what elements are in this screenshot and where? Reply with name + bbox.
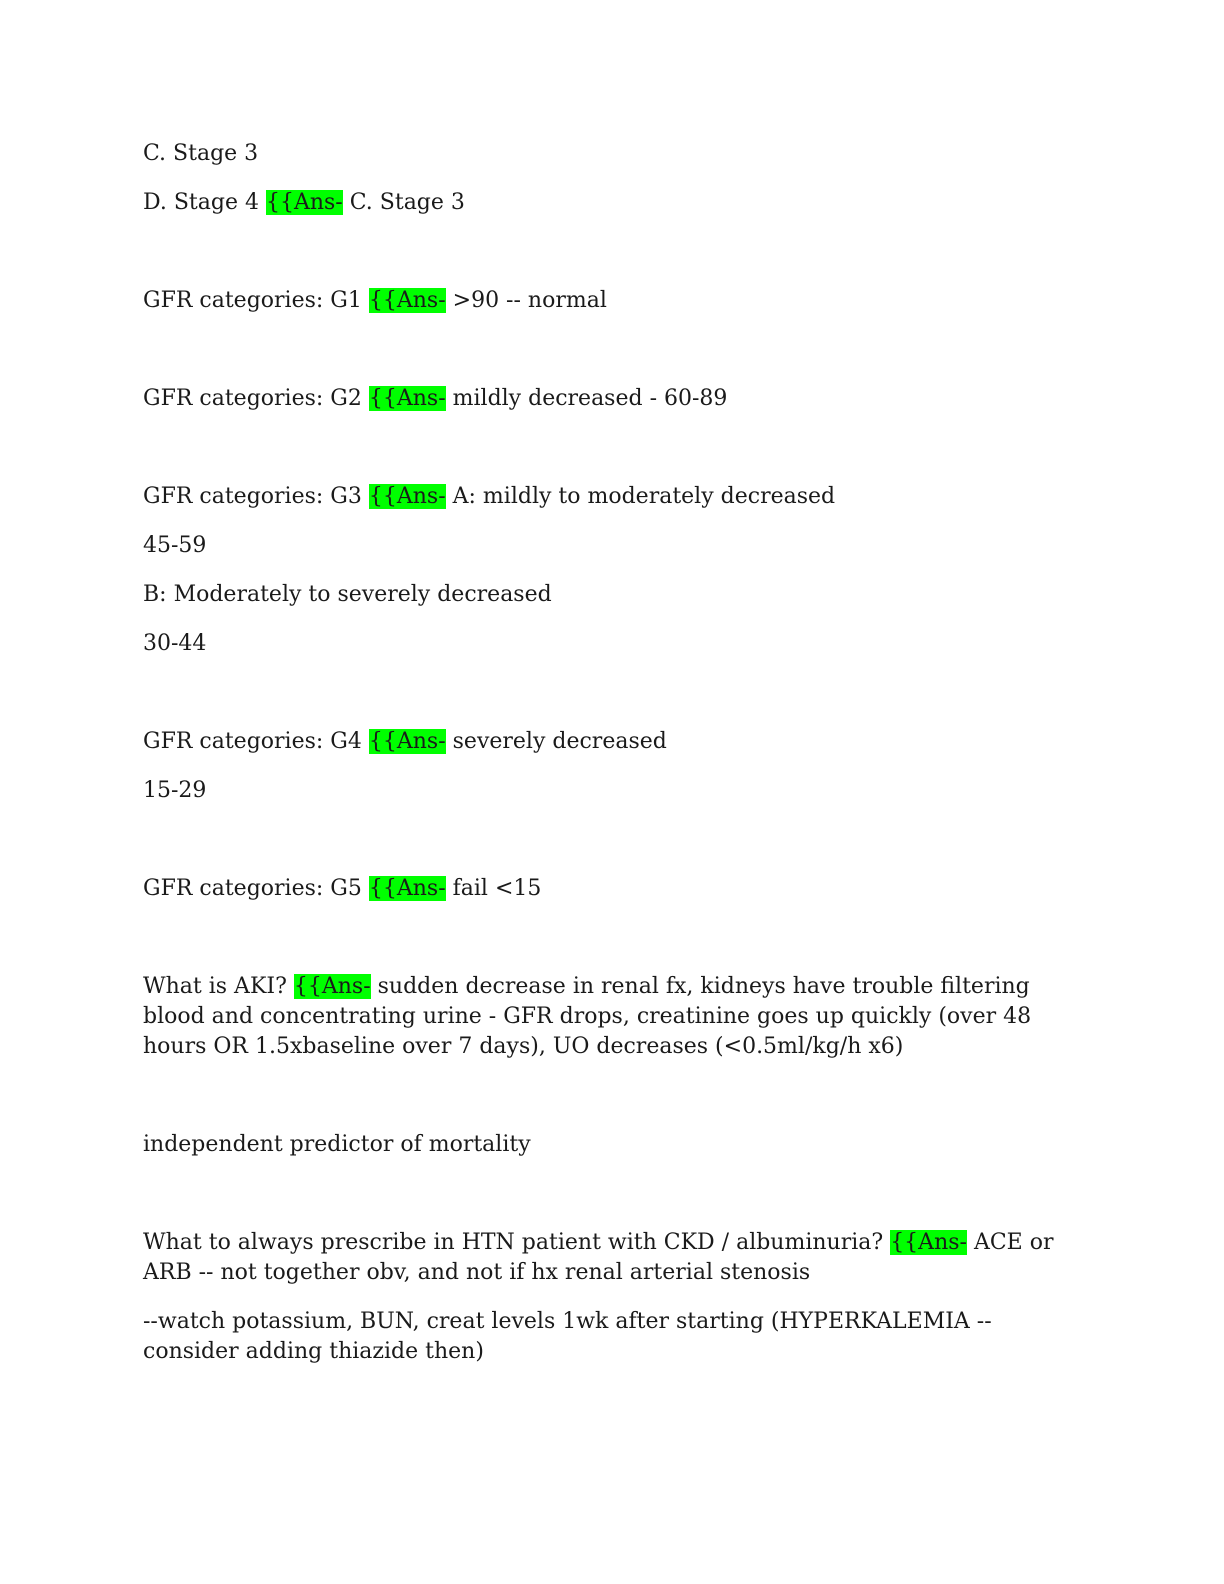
aki-definition: What is AKI? {{Ans- sudden decrease in renal fx, kidneys have trouble filtering blood and concentrating urine - GFR drops, creatinine goes up quickly (over 48 hours OR 1.5xbaseline over 7 days), UO decreases (<0.5ml/kg/h x6)	[143, 974, 1032, 1059]
answer-highlight: {{Ans-	[368, 288, 446, 313]
spacer	[143, 1179, 1073, 1228]
answer-highlight: {{Ans-	[368, 386, 446, 411]
spacer	[143, 1081, 1073, 1130]
option-d-answer-line: D. Stage 4 {{Ans- C. Stage 3	[143, 190, 465, 215]
spacer	[143, 433, 1073, 482]
spacer	[143, 335, 1073, 384]
document-body	[143, 139, 1073, 1386]
spacer	[143, 678, 1073, 727]
spacer	[143, 923, 1073, 972]
answer-highlight: {{Ans-	[368, 484, 446, 509]
gfr-g1-line: GFR categories: G1 {{Ans- >90 -- normal	[143, 288, 607, 313]
htn-ckd-question: What to always prescribe in HTN patient with CKD / albuminuria? {{Ans- ACE or ARB -- not together obv, and not if hx renal arterial stenosis	[143, 1230, 1054, 1285]
answer-highlight: {{Ans-	[368, 729, 446, 754]
gfr-g4-range: 15-29	[143, 778, 207, 803]
gfr-g3a-range: 45-59	[143, 533, 207, 558]
gfr-g3b-label: B: Moderately to severely decreased	[143, 582, 552, 607]
answer-highlight: {{Ans-	[293, 974, 371, 999]
spacer	[143, 825, 1073, 874]
gfr-g3b-range: 30-44	[143, 631, 207, 656]
spacer	[143, 237, 1073, 286]
gfr-g5-line: GFR categories: G5 {{Ans- fail <15	[143, 876, 542, 901]
htn-ckd-monitoring-note: --watch potassium, BUN, creat levels 1wk after starting (HYPERKALEMIA -- consider adding thiazide then)	[143, 1309, 992, 1364]
option-c-line: C. Stage 3	[143, 141, 259, 166]
gfr-g2-line: GFR categories: G2 {{Ans- mildly decreased - 60-89	[143, 386, 728, 411]
aki-mortality-note: independent predictor of mortality	[143, 1132, 531, 1157]
gfr-g3-line: GFR categories: G3 {{Ans- A: mildly to moderately decreased	[143, 484, 836, 509]
answer-highlight: {{Ans-	[265, 190, 343, 215]
gfr-g4-line: GFR categories: G4 {{Ans- severely decreased	[143, 729, 667, 754]
answer-highlight: {{Ans-	[890, 1230, 967, 1255]
answer-highlight: {{Ans-	[368, 876, 446, 901]
